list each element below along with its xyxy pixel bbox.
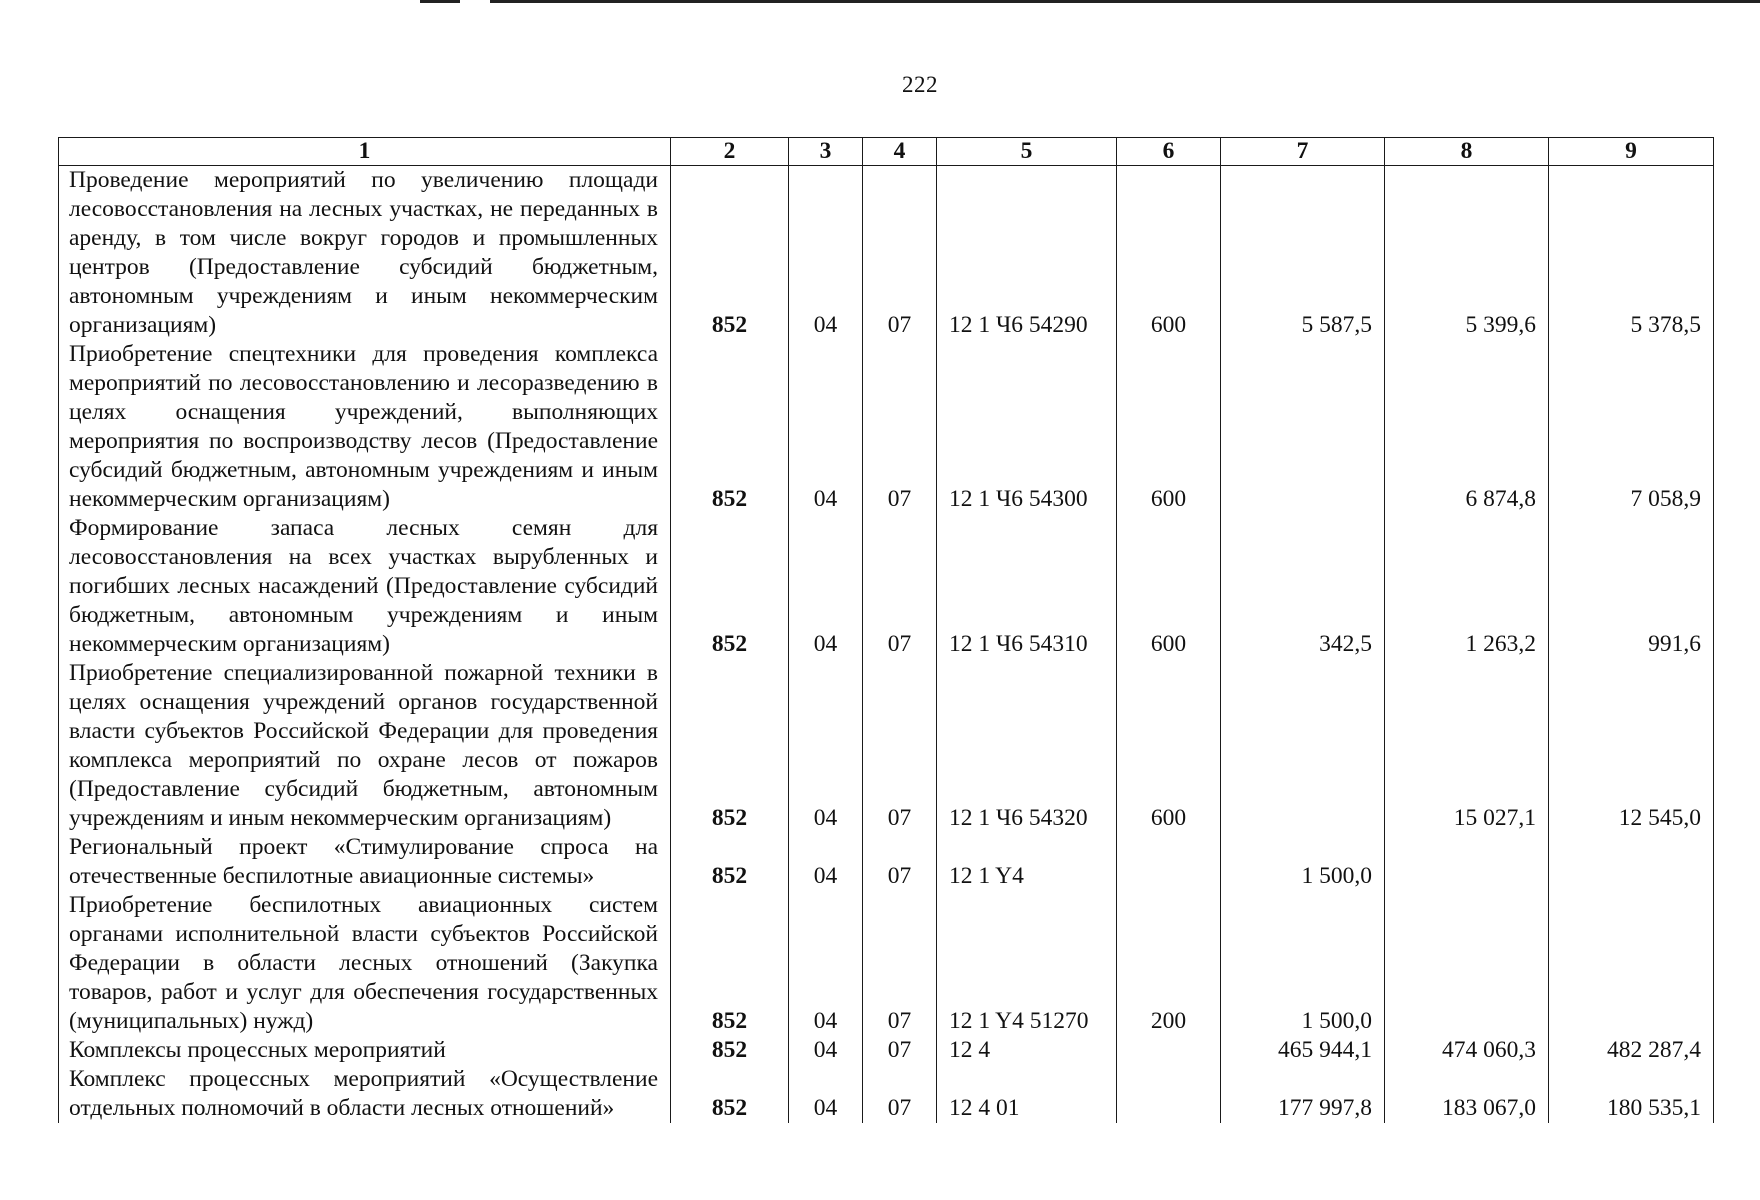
row-section: 04 — [789, 514, 863, 659]
row-subsection: 07 — [863, 891, 937, 1036]
column-header-5: 5 — [937, 138, 1117, 166]
row-section: 04 — [789, 1036, 863, 1065]
row-section: 04 — [789, 1065, 863, 1123]
row-grbs: 852 — [671, 891, 789, 1036]
row-expense-type: 600 — [1117, 659, 1221, 833]
row-amount-col7: 5 587,5 — [1221, 166, 1385, 341]
budget-table — [58, 137, 1714, 1123]
row-amount-col8: 15 027,1 — [1385, 659, 1549, 833]
row-subsection: 07 — [863, 659, 937, 833]
table-row — [59, 833, 1714, 891]
row-expense-type: 600 — [1117, 514, 1221, 659]
table-row — [59, 1065, 1714, 1123]
row-grbs: 852 — [671, 514, 789, 659]
row-section: 04 — [789, 891, 863, 1036]
row-subsection: 07 — [863, 833, 937, 891]
column-header-8: 8 — [1385, 138, 1549, 166]
row-amount-col9: 482 287,4 — [1549, 1036, 1714, 1065]
column-header-2: 2 — [671, 138, 789, 166]
row-target-code: 12 1 Ч6 54300 — [937, 340, 1117, 514]
row-amount-col9 — [1549, 891, 1714, 1036]
row-subsection: 07 — [863, 1036, 937, 1065]
row-amount-col8: 183 067,0 — [1385, 1065, 1549, 1123]
row-section: 04 — [789, 340, 863, 514]
row-name: Приобретение беспилотных авиационных систем органами исполнительной власти субъектов Российской Федерации в области лесных отношений (Закупка товаров, работ и услуг для обеспечения государственных (муниципальных) нужд) — [59, 891, 671, 1036]
column-header-3: 3 — [789, 138, 863, 166]
row-name: Формирование запаса лесных семян для лесовосстановления на всех участках вырубленных и погибших лесных насаждений (Предоставление субсидий бюджетным, автономным учреждениям и иным некоммерческим организациям) — [59, 514, 671, 659]
row-section: 04 — [789, 166, 863, 341]
row-target-code: 12 1 Y4 — [937, 833, 1117, 891]
row-amount-col7: 1 500,0 — [1221, 891, 1385, 1036]
row-amount-col8 — [1385, 833, 1549, 891]
row-name: Комплексы процессных мероприятий — [59, 1036, 671, 1065]
column-header-6: 6 — [1117, 138, 1221, 166]
row-grbs: 852 — [671, 1065, 789, 1123]
row-amount-col7: 1 500,0 — [1221, 833, 1385, 891]
row-amount-col8: 5 399,6 — [1385, 166, 1549, 341]
row-name: Приобретение специализированной пожарной техники в целях оснащения учреждений органов государственной власти субъектов Российской Федерации для проведения комплекса мероприятий по охране лесов от пожаров (Предоставление субсидий бюджетным, автономным учреждениям и иным некоммерческим организациям) — [59, 659, 671, 833]
row-subsection: 07 — [863, 1065, 937, 1123]
table-row — [59, 891, 1714, 1036]
row-expense-type — [1117, 1065, 1221, 1123]
row-amount-col7: 342,5 — [1221, 514, 1385, 659]
row-amount-col9: 991,6 — [1549, 514, 1714, 659]
page-number: 222 — [902, 72, 938, 97]
top-rule-gap — [460, 0, 490, 3]
row-expense-type: 200 — [1117, 891, 1221, 1036]
row-target-code: 12 1 Ч6 54320 — [937, 659, 1117, 833]
row-amount-col7 — [1221, 340, 1385, 514]
column-header-1: 1 — [59, 138, 671, 166]
row-amount-col8: 6 874,8 — [1385, 340, 1549, 514]
row-section: 04 — [789, 833, 863, 891]
table-row — [59, 1036, 1714, 1065]
row-amount-col9: 180 535,1 — [1549, 1065, 1714, 1123]
row-expense-type — [1117, 833, 1221, 891]
row-section: 04 — [789, 659, 863, 833]
row-name: Приобретение спецтехники для проведения комплекса мероприятий по лесовосстановлению и лесоразведению в целях оснащения учреждений, выполняющих мероприятия по воспроизводству лесов (Предоставление субсидий бюджетным, автономным учреждениям и иным некоммерческим организациям) — [59, 340, 671, 514]
row-subsection: 07 — [863, 340, 937, 514]
row-name: Региональный проект «Стимулирование спроса на отечественные беспилотные авиационные системы» — [59, 833, 671, 891]
column-header-4: 4 — [863, 138, 937, 166]
row-target-code: 12 4 — [937, 1036, 1117, 1065]
row-amount-col9: 5 378,5 — [1549, 166, 1714, 341]
table-row — [59, 659, 1714, 833]
row-amount-col7: 465 944,1 — [1221, 1036, 1385, 1065]
row-amount-col9: 7 058,9 — [1549, 340, 1714, 514]
row-subsection: 07 — [863, 514, 937, 659]
row-amount-col7 — [1221, 659, 1385, 833]
row-amount-col9: 12 545,0 — [1549, 659, 1714, 833]
column-header-7: 7 — [1221, 138, 1385, 166]
row-amount-col9 — [1549, 833, 1714, 891]
row-expense-type: 600 — [1117, 166, 1221, 341]
column-header-9: 9 — [1549, 138, 1714, 166]
table-row — [59, 340, 1714, 514]
row-name: Проведение мероприятий по увеличению площади лесовосстановления на лесных участках, не переданных в аренду, в том числе вокруг городов и промышленных центров (Предоставление субсидий бюджетным, автономным учреждениям и иным некоммерческим организациям) — [59, 166, 671, 341]
row-grbs: 852 — [671, 659, 789, 833]
row-expense-type: 600 — [1117, 340, 1221, 514]
top-rule — [420, 0, 1760, 3]
table-row — [59, 514, 1714, 659]
row-expense-type — [1117, 1036, 1221, 1065]
table-row — [59, 166, 1714, 341]
row-amount-col8 — [1385, 891, 1549, 1036]
row-target-code: 12 1 Ч6 54290 — [937, 166, 1117, 341]
row-grbs: 852 — [671, 833, 789, 891]
row-target-code: 12 4 01 — [937, 1065, 1117, 1123]
row-name: Комплекс процессных мероприятий «Осуществление отдельных полномочий в области лесных отношений» — [59, 1065, 671, 1123]
row-grbs: 852 — [671, 1036, 789, 1065]
row-subsection: 07 — [863, 166, 937, 341]
row-amount-col8: 1 263,2 — [1385, 514, 1549, 659]
row-amount-col8: 474 060,3 — [1385, 1036, 1549, 1065]
row-amount-col7: 177 997,8 — [1221, 1065, 1385, 1123]
table-body — [59, 166, 1714, 1124]
row-target-code: 12 1 Y4 51270 — [937, 891, 1117, 1036]
table-header — [59, 138, 1714, 166]
header-row — [59, 138, 1714, 166]
row-target-code: 12 1 Ч6 54310 — [937, 514, 1117, 659]
row-grbs: 852 — [671, 166, 789, 341]
row-grbs: 852 — [671, 340, 789, 514]
